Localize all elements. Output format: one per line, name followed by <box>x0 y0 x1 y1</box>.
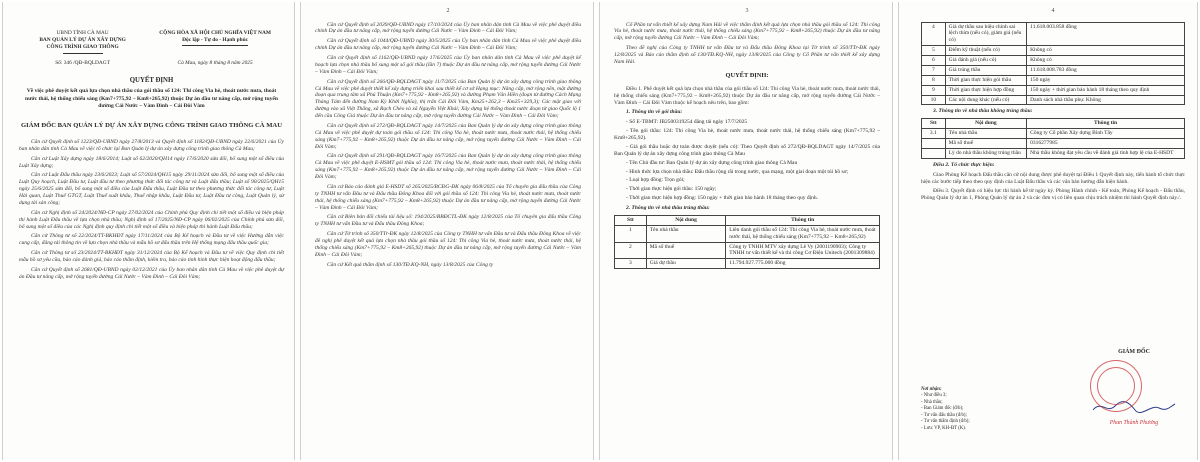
recipients-block <box>921 387 970 432</box>
legal-basis-paragraph: Căn cứ Quyết định số 272/QĐ-BQLDAGT ngày 14/7/2025 của Ban Quản lý dự án xây dựng công trình giao thông Cà Mau về việc phê duyệt dự toán gói thầu số 124: Thi công Via hè, thoát nước mưa, thoát nước thải, hệ thống chiếu sáng (Km7+775,92 – Km8+265,92) thuộc Dự án đầu tư nâng cấp, mở rộng tuyến đường Cái Nước – Vàm Đình – Cái Đôi Vàm; <box>315 122 581 150</box>
table-header-row <box>615 215 880 225</box>
article-3: Điều 3. Quyết định có hiệu lực thi hành kể từ ngày ký. Phòng Hành chính - Kế toán, Phòng Kế hoạch - Đấu thầu, Phòng Quản lý dự án 1, Phòng Quản lý dự án 2 và các đơn vị có liên quan chịu trách nhiệm thi hành Quyết định này./. <box>921 188 1185 202</box>
article-2-title: Điều 2. Tổ chức thực hiện: <box>933 161 995 168</box>
agency-parent: UBND TỈNH CÀ MAU <box>56 30 109 36</box>
table-row <box>615 242 880 259</box>
table-cell: 6 <box>922 56 946 66</box>
legal-basis-paragraph: Căn cứ Quyết định số 291/QĐ-BQLDAGT ngày 16/7/2025 của Ban Quản lý dự án xây dựng công trình giao thông Cà Mau về việc phê duyệt E-HSMT gói thầu số 124: Thi công Via hè, thoát nước mưa, thoát nước thải, hệ thống chiếu sáng (Km7+775,92 – Km8+265,92) thuộc Dự án đầu tư nâng cấp, mở rộng tuyến đường Cái Nước – Vàm Đình – Cái Đôi Vàm; <box>315 153 581 180</box>
section-losing-bidder: 3. Thông tin về nhà thầu không trúng thầu: <box>933 108 1033 115</box>
signature-block <box>1079 349 1189 444</box>
recipient-item: - Như điều 3; <box>921 393 947 399</box>
document-page-3 <box>599 2 893 460</box>
table-cell: Tên nhà thầu <box>646 225 726 242</box>
table-cell <box>922 139 946 149</box>
table-cell: Không có <box>1027 46 1185 56</box>
doc-date: Cà Mau, ngày 8 tháng 8 năm 2025 <box>177 60 253 67</box>
doc-number-row <box>19 60 284 67</box>
table-row <box>922 75 1185 85</box>
table-cell: 7 <box>922 65 946 75</box>
table-cell: 3.1 <box>922 129 946 139</box>
table-row <box>922 85 1185 95</box>
legal-basis-paragraph: Căn cứ Quyết định số 1044/QĐ-UBND ngày 30/5/2025 của Ủy ban nhân dân tỉnh Cà Mau về việc phê duyệt điều chỉnh Dự án đầu tư nâng cấp, mở rộng tuyến đường Cái Nước – Vàm Đình – Cái Đôi Vàm; <box>315 38 581 52</box>
legal-basis-paragraph: Căn cứ Quyết định số 1162/QĐ-UBND ngày 17/6/2025 của Ủy ban nhân dân tỉnh Cà Mau về việc phê duyệt kế hoạch lựa chọn nhà thầu bổ sung một số gói thầu (lần 7) thuộc Dự án đầu tư nâng cấp, mở rộng tuyến đường Cái Nước – Vàm Đình – Cái Đôi Vàm; <box>315 55 581 75</box>
signer-title: GIÁM ĐỐC <box>1118 349 1150 355</box>
table-header-row <box>922 119 1185 129</box>
agency-name-line-1: BAN QUẢN LÝ DỰ ÁN XÂY DỰNG <box>39 37 126 44</box>
legal-basis-paragraph: Căn cứ Thông tư số 23/2024/TT-BKHĐT ngày 31/12/2024 của Bộ Kế hoạch và Đầu tư về việc Quy định chi tiết mẫu hồ sơ yêu cầu, báo cáo đánh giá, báo cáo thẩm định, kiểm tra, báo cáo tình hình thực hiện hoạt động đấu thầu; <box>19 250 284 264</box>
table-cell: Tên nhà thầu <box>945 129 1027 139</box>
table-cell: 150 ngày <box>1027 75 1185 85</box>
article-2: Giao Phòng Kế hoạch Đấu thầu căn cứ nội dung được phê duyệt tại Điều 1 Quyết định này, tiến hành tổ chức thực hiện các bước tiếp theo theo quy định của Luật Đấu thầu và các văn bản hướng dẫn hiện hành. <box>921 171 1185 185</box>
legal-basis-paragraph: Căn cứ Báo cáo đánh giá E-HSDT số 265/2025/BCĐG-ĐK ngày 06/8/2025 của Tổ chuyên gia đấu thầu của Công ty TNHH tư vấn Đầu tư và Đấu thầu Đông Khoa đối với gói thầu số 124: Thi công Via hè, thoát nước mưa, thoát nước thải, hệ thống chiếu sáng (Km7+775,92 – Km8+265,92) thuộc Dự án đầu tư nâng cấp, mở rộng tuyến đường Cái Nước – Vàm Đình – Cái Đôi Vàm; <box>315 183 581 211</box>
national-header <box>146 30 284 56</box>
table-cell: 8 <box>922 75 946 85</box>
legal-basis-paragraph: Theo đề nghị của Công ty TNHH tư vấn Đầu tư và Đấu thầu Đông Khoa tại Tờ trình số 350/TTr-ĐK ngày 12/8/2025 và Báo cáo thẩm định số 130/TĐ.KQ-NH, ngày 13/8/2025 của Công ty Cổ Phần tư vấn thiết kế xây dựng Nam Hải. <box>614 45 880 65</box>
tender-info-item: - Tên Chủ đầu tư: Ban Quản lý dự án xây dựng công trình giao thông Cà Mau <box>626 159 798 166</box>
table-cell: Nhà thầu không đạt yêu cầu về đánh giá tính hợp lệ của E-HSDT <box>1027 148 1185 158</box>
table-row <box>922 65 1185 75</box>
tender-info-item: - Hình thức lựa chọn nhà thầu: Đấu thầu rộng rãi trong nước, qua mạng, một giai đoạn một túi hồ sơ; <box>626 168 849 175</box>
table-row <box>922 129 1185 139</box>
doc-number: Số: 346 /QĐ-BQLDAGT <box>55 60 110 67</box>
table-cell: 11.794.927.775.000 đồng <box>726 259 880 269</box>
page-number: 3 <box>745 8 749 14</box>
table-header-cell: Thông tin <box>726 215 880 225</box>
table-row <box>615 225 880 242</box>
legal-basis-paragraph: Căn cứ Thông tư số 22/2024/TT-BKHĐT ngày 17/11/2024 của Bộ Kế hoạch và Đầu tư về việc Hướng dẫn việc cung cấp, đăng tải thông tin về lựa chọn nhà thầu và mẫu hồ sơ đấu thầu trên Hệ thống mạng đấu thầu quốc gia; <box>19 233 284 247</box>
legal-basis-paragraph: Căn cứ Quyết định số 2681/QĐ-UBND ngày 02/12/2021 của Ủy ban nhân dân tỉnh Cà Mau về việc phê duyệt dự án Đầu tư nâng cấp, mở rộng tuyến đường Cái Nước – Vàm Đình – Cái Đôi Vàm; <box>19 266 284 280</box>
table-cell: 2 <box>615 242 647 259</box>
agency-name-line-2: CÔNG TRÌNH GIAO THÔNG <box>46 44 119 51</box>
signer-name: Phan Thành Phương <box>1109 420 1159 427</box>
table-cell: 150 ngày + thời gian bảo hành 18 tháng theo quy định <box>1027 85 1185 95</box>
tender-info-item: - Tên gói thầu: 124: Thi công Via hè, thoát nước mưa, thoát nước thải, hệ thống chiếu sáng (Km7+775,92 – Km8+265,92). <box>614 128 880 141</box>
page-number: 4 <box>1051 8 1055 14</box>
table-cell: Thời gian thực hiện gói thầu <box>945 75 1027 85</box>
table-row <box>922 22 1185 46</box>
document-header <box>19 30 284 56</box>
table-cell: 4 <box>922 22 946 46</box>
document-page-1 <box>2 2 295 460</box>
table-header-cell: Nội dung <box>945 119 1027 129</box>
table-row <box>922 148 1185 158</box>
table-cell: Giá dự thầu sau hiệu chỉnh sai lệch thừa (nếu có), giảm giá (nếu có) <box>945 22 1027 46</box>
table-header-cell: Nội dung <box>646 215 726 225</box>
table-cell: Giá trúng thầu <box>945 65 1027 75</box>
page-number: 2 <box>446 8 450 14</box>
table-cell: 11.618.008.783 đồng <box>1027 65 1185 75</box>
recipient-item: - Tư vấn đấu thầu (đ/b); <box>921 412 967 418</box>
table-header-cell: Stt <box>922 119 946 129</box>
table-cell: Công ty TNHH MTV xây dựng Lê Vy (2001190903); Công ty TNHH tư vấn thiết kế và thi công Cơ Điện Unitech (2001309884) <box>726 242 880 259</box>
table-cell: Các nội dung khác (nếu có) <box>945 95 1027 105</box>
table-row <box>922 95 1185 105</box>
official-seal-icon <box>1090 360 1142 412</box>
table-cell: Công ty Cổ phần Xây dựng Bình Tây <box>1027 129 1185 139</box>
document-page-2 <box>300 2 594 460</box>
recipients-title: Nơi nhận: <box>921 386 942 392</box>
table-cell: Thời gian thực hiện hợp đồng <box>945 85 1027 95</box>
decision-heading: QUYẾT ĐỊNH: <box>725 71 769 79</box>
table-row <box>922 46 1185 56</box>
table-header-cell: Thông tin <box>1027 119 1185 129</box>
legal-basis-paragraph: Căn cứ Kết quả thẩm định số 130/TĐ.KQ-NH, ngày 13/8/2025 của Công ty <box>327 261 494 268</box>
tender-info-item: - Thời gian thực hiện hợp đồng: 150 ngày + thời gian bảo hành 18 tháng theo quy định. <box>626 195 819 202</box>
table-cell: Không có <box>1027 56 1185 66</box>
section-tender-info: 1. Thông tin về gói thầu: <box>626 109 683 116</box>
table-cell: Mã số thuế <box>646 242 726 259</box>
article-1: Điều 1. Phê duyệt kết quả lựa chọn nhà thầu của gói thầu số 124: Thi công Via hè, thoát nước mưa, thoát nước thải, hệ thống chiếu sáng (Km7+775,92 – Km8+265,92) thuộc Dự án đầu tư nâng cấp, mở rộng tuyến đường Cái Nước – Vàm Đình – Cái Đôi Vàm thuộc kế hoạch nêu trên, bao gồm: <box>614 85 880 106</box>
recipient-item: - Lưu: VP, KH-ĐT (K). <box>921 425 967 431</box>
winner-table-continued <box>921 22 1185 106</box>
recipient-item: - Nhà thầu; <box>921 399 943 405</box>
table-cell: 5 <box>922 46 946 56</box>
table-cell: 0316277985 <box>1027 139 1185 149</box>
document-page-4 <box>898 2 1198 460</box>
legal-basis-paragraph: Căn cứ Luật Xây dựng ngày 18/6/2014; Luật số 62/2020/QH14 ngày 17/6/2020 sửa đổi, bổ sung một số điều của Luật Xây dựng; <box>19 155 284 169</box>
table-cell: 10 <box>922 95 946 105</box>
tender-info-item: - Loại hợp đồng: Trọn gói; <box>626 177 685 184</box>
tender-info-item: - Giá gói thầu hoặc dự toán được duyệt (nếu có): Theo Quyết định số 272/QĐ-BQLDAGT ngày 14/7/2025 của Ban Quản lý dự án xây dựng công trình giao thông Cà Mau <box>614 143 880 157</box>
table-cell: Danh sách nhà thầu phụ: Không <box>1027 95 1185 105</box>
legal-basis-paragraph: Cổ Phần tư vấn thiết kế xây dựng Nam Hải về việc thẩm định kết quả lựa chọn nhà thầu gói thầu số 124: Thi công Via hè, thoát nước mưa, thoát nước thải, hệ thống chiếu sáng (Km7+775,92 – Km8+265,92) thuộc Dự án đầu tư nâng cấp, mở rộng tuyến đường Cái Nước – Vàm Đình – Cái Đôi Vàm; <box>614 21 880 42</box>
legal-basis-paragraph: Căn cứ Biên bản đối chiếu tài liệu số: 194/2025/BBĐCTL-ĐK ngày 12/8/2025 của Tổ chuyên gia đấu thầu Công ty TNHH tư vấn Đầu tư và Đấu thầu Đông Khoa; <box>315 214 581 228</box>
recipient-item: - Tư vấn thẩm định (đ/b); <box>921 419 970 425</box>
issuing-agency <box>19 30 146 56</box>
table-cell: Mã số thuế <box>945 139 1027 149</box>
legal-basis-paragraph: Căn cứ Quyết định số 2039/QĐ-UBND ngày 17/10/2024 của Ủy ban nhân dân tỉnh Cà Mau về việc phê duyệt điều chỉnh Dự án đầu tư nâng cấp, mở rộng tuyến đường Cái Nước – Vàm Đình – Cái Đôi Vàm; <box>315 21 581 35</box>
legal-basis-paragraph: Căn cứ Tờ trình số 350/TTr-ĐK ngày 12/8/2025 của Công ty TNHH tư vấn Đầu tư và Đấu thầu Đông Khoa về việc đề nghị phê duyệt kết quả lựa chọn nhà thầu gói thầu số 124: Thi công Via hè, thoát nước mưa, thoát nước thải, hệ thống chiếu sáng (Km7+775,92 – Km8+265,92) thuộc Dự án đầu tư nâng cấp, mở rộng tuyến đường Cái Nước – Vàm Đình – Cái Đôi Vàm; <box>315 231 581 258</box>
table-cell: Điểm kỹ thuật (nếu có) <box>945 46 1027 56</box>
table-cell: 11.618.003.858 đồng <box>1027 22 1185 46</box>
legal-basis-paragraph: Căn cứ Luật Đấu thầu ngày 23/6/2023; Luật số 57/2024/QH15 ngày 29/11/2024 sửa đổi, bổ sung một số điều của Luật Quy hoạch, Luật Đầu tư, Luật đầu tư theo phương thức đối tác công tư và Luật đấu thầu; Luật số 90/2025/QH15 ngày 25/6/2025 sửa đổi, bổ sung một số điều của Luật Đấu thầu, Luật Đầu tư theo phương thức đối tác công tư, Luật Hải quan, Luật Thuế GTGT, Luật Thuế xuất khẩu, Thuế nhập khẩu, Luật Đầu tư, Luật Đầu tư công, Luật Quản lý, sử dụng tài sản công; <box>19 172 284 206</box>
table-header-cell: Stt <box>615 215 647 225</box>
table-row <box>615 259 880 269</box>
tender-info-item: - Thời gian thực hiện gói thầu: 150 ngày; <box>626 186 717 193</box>
national-motto: Độc lập - Tự do - Hạnh phúc <box>182 37 248 46</box>
table-cell: Giá dự thầu <box>646 259 726 269</box>
table-cell: Giá đánh giá (nếu có) <box>945 56 1027 66</box>
section-winner-info: 2. Thông tin về nhà thầu trúng thầu: <box>626 205 710 211</box>
table-row <box>922 139 1185 149</box>
table-cell: Lý do nhà thầu không trúng thầu <box>945 148 1027 158</box>
document-subject: Về việc phê duyệt kết quả lựa chọn nhà thầu của gói thầu số 124: Thi công Via hè, thoát nước mưa, thoát nước thải, hệ thống chiếu sáng (Km7+775,92 – Km8+265,92) thuộc Dự án đầu tư nâng cấp, mở rộng tuyến đường Cái Nước – Vàm Đình – Cái Đôi Vàm <box>25 88 278 109</box>
table-cell <box>922 148 946 158</box>
national-name: CỘNG HÒA XÃ HỘI CHỦ NGHĨA VIỆT NAM <box>159 30 271 36</box>
director-title: GIÁM ĐỐC BAN QUẢN LÝ DỰ ÁN XÂY DỰNG CÔNG TRÌNH GIAO THÔNG CÀ MAU <box>21 122 282 130</box>
table-cell: 3 <box>615 259 647 269</box>
tender-info-item: - Số E-TBMT: IB2500319254 đăng tải ngày 17/7/2025 <box>626 119 748 126</box>
recipient-item: - Ban Giám đốc (đ/b); <box>921 406 964 412</box>
document-title: QUYẾT ĐỊNH <box>129 76 174 84</box>
legal-basis-paragraph: Căn cứ Quyết định số 1223/QĐ-UBND ngày 27/8/2013 và Quyết định số 1182/QĐ-UBND ngày 22/6/2021 của Ủy ban nhân dân tỉnh Cà Mau về việc tổ chức lại Ban Quản lý dự án xây dựng công trình giao thông Cà Mau; <box>19 138 284 152</box>
table-cell: 9 <box>922 85 946 95</box>
table-cell: Liên danh gói thầu số 124: Thi công Via hè, thoát nước mưa, thoát nước thải, hệ thống chiếu sáng (Km7+775,92 – Km8+265,92) <box>726 225 880 242</box>
losing-bidder-table <box>921 118 1185 159</box>
legal-basis-paragraph: Căn cứ Quyết định số 266/QĐ-BQLDAGT ngày 11/7/2025 của Ban Quản lý dự án xây dựng công trình giao thông Cà Mau về việc phê duyệt thiết kế xây dựng triển khai sau thiết kế cơ sở Hạng mục: Nâng cấp, mở rộng nền, mặt đường đoạn qua trung tâm xã Phú Thuận (Km7+775,92 - Km8+265,92) và đường Phạm Văn Hiền (đoạn từ đường Cách Mạng Tháng Tám đến đường Nam Kỳ Khởi Nghĩa), thị trấn Cái Đôi Vàm, Km25+262,3 – Km25+329,3); Các mặt giao với đường vào xã Việt Thắng, xã Rạch Chèo và xã Nguyễn Việt Khái; Xây dựng hệ thống thoát nước đoạn từ giao Quốc lộ 1 đến cầu Công Giá thuộc Dự án đầu tư nâng cấp, mở rộng tuyến đường Cái Nước – Vàm Đình – Cái Đôi Vàm; <box>315 78 581 119</box>
winner-table <box>614 215 880 269</box>
legal-basis-paragraph: Căn cứ Nghị định số 24/2024/NĐ-CP ngày 27/02/2024 của Chính phủ Quy định chi tiết một số điều và biện pháp thi hành Luật Đấu thầu về lựa chọn nhà thầu; Nghị định số 17/2025/NĐ-CP ngày 06/02/2025 của Chính phủ sửa đổi, bổ sung một số điều của các Nghị định quy định chi tiết một số điều và biện pháp thi hành Luật Đấu thầu; <box>19 209 284 230</box>
header-rule <box>63 53 103 54</box>
table-row <box>922 56 1185 66</box>
table-cell: 1 <box>615 225 647 242</box>
